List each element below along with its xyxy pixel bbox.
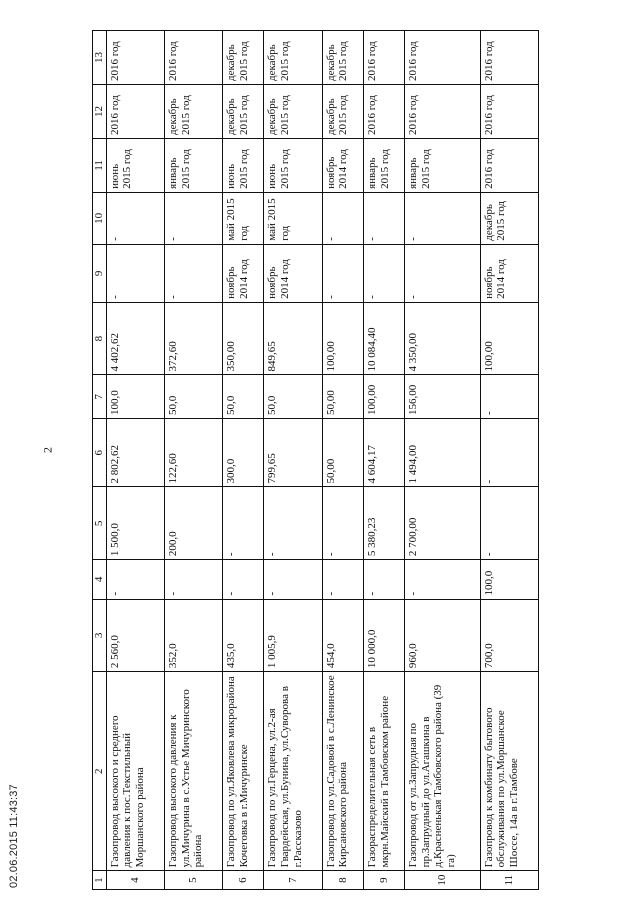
table-cell: 350,00 xyxy=(223,302,264,375)
table-cell: 1 500,0 xyxy=(106,487,164,560)
table-cell: 2016 год xyxy=(480,138,538,192)
table-cell: - xyxy=(322,560,363,599)
print-timestamp: 02.06.2015 11:43:37 xyxy=(8,784,20,888)
row-number: 11 xyxy=(480,871,538,890)
table-cell: 454,0 xyxy=(322,599,363,672)
table-cell: 50,00 xyxy=(322,419,363,487)
table-cell: июнь 2015 год xyxy=(223,138,264,192)
table-cell: 849,65 xyxy=(264,302,322,375)
table-cell: январь 2015 год xyxy=(164,138,222,192)
table-cell: - xyxy=(363,560,404,599)
table-cell: 50,0 xyxy=(164,375,222,419)
table-cell: 960,0 xyxy=(405,599,481,672)
table-cell: 2016 год xyxy=(164,31,222,85)
object-name-cell: Газопровод к комбинату бытового обслуживания по ул.Моршанское Шоссе, 14а в г.Тамбове xyxy=(480,672,538,871)
table-cell: 4 402,62 xyxy=(106,302,164,375)
table-header-row xyxy=(93,31,107,890)
table-row xyxy=(264,31,322,890)
table-cell: декабрь 2015 год xyxy=(322,31,363,85)
table-cell: - xyxy=(480,487,538,560)
column-number-header: 5 xyxy=(93,487,107,560)
table-cell: 4 604,17 xyxy=(363,419,404,487)
table-cell: - xyxy=(363,244,404,302)
table-cell: 1 005,9 xyxy=(264,599,322,672)
column-number-header: 6 xyxy=(93,419,107,487)
table-cell: май 2015 год xyxy=(223,192,264,244)
table-cell: 300,0 xyxy=(223,419,264,487)
table-cell: 50,0 xyxy=(264,375,322,419)
table-cell: май 2015 год xyxy=(264,192,322,244)
row-number: 7 xyxy=(264,871,322,890)
table-cell: - xyxy=(405,560,481,599)
row-number: 4 xyxy=(106,871,164,890)
table-cell: - xyxy=(480,419,538,487)
column-number-header: 1 xyxy=(93,871,107,890)
table-row xyxy=(405,31,481,890)
table-cell: 4 350,00 xyxy=(405,302,481,375)
table-cell: 435,0 xyxy=(223,599,264,672)
table-cell: 2016 год xyxy=(405,85,481,139)
table-cell: 10 000,0 xyxy=(363,599,404,672)
table-cell: 2016 год xyxy=(405,31,481,85)
row-number: 9 xyxy=(363,871,404,890)
page-number: 2 xyxy=(40,447,55,453)
column-number-header: 10 xyxy=(93,192,107,244)
table-row xyxy=(363,31,404,890)
table-cell: 5 380,23 xyxy=(363,487,404,560)
table-cell: - xyxy=(164,192,222,244)
table-cell: ноябрь 2014 год xyxy=(322,138,363,192)
column-number-header: 3 xyxy=(93,599,107,672)
table-cell: - xyxy=(223,487,264,560)
table-cell: - xyxy=(164,244,222,302)
table-cell: декабрь 2015 год xyxy=(480,192,538,244)
table-cell: - xyxy=(405,244,481,302)
column-number-header: 13 xyxy=(93,31,107,85)
table-cell: 200,0 xyxy=(164,487,222,560)
column-number-header: 4 xyxy=(93,560,107,599)
table-cell: 2016 год xyxy=(480,85,538,139)
table-cell: 2016 год xyxy=(480,31,538,85)
table-cell: 100,0 xyxy=(106,375,164,419)
table-cell: ноябрь 2014 год xyxy=(480,244,538,302)
table-cell: июнь 2015 год xyxy=(264,138,322,192)
table-cell: 700,0 xyxy=(480,599,538,672)
table-cell: 2 560,0 xyxy=(106,599,164,672)
table-cell: - xyxy=(106,244,164,302)
object-name-cell: Газопровод по ул.Садовой в с.Ленинское Кирсановского района xyxy=(322,672,363,871)
table-cell: - xyxy=(106,560,164,599)
object-name-cell: Газопровод по ул.Яковлева микрорайона Кочеговка в г.Мичуринске xyxy=(223,672,264,871)
row-number: 5 xyxy=(164,871,222,890)
table-cell: - xyxy=(322,244,363,302)
table-cell: 156,00 xyxy=(405,375,481,419)
table-cell: - xyxy=(164,560,222,599)
row-number: 6 xyxy=(223,871,264,890)
table-row xyxy=(164,31,222,890)
table-cell: 50,0 xyxy=(223,375,264,419)
table-cell: 2016 год xyxy=(363,85,404,139)
table-row xyxy=(106,31,164,890)
table-row xyxy=(322,31,363,890)
column-number-header: 9 xyxy=(93,244,107,302)
table-cell: декабрь 2015 год xyxy=(164,85,222,139)
table-cell: - xyxy=(405,192,481,244)
table-cell: - xyxy=(106,192,164,244)
table-cell: - xyxy=(264,560,322,599)
table-cell: декабрь 2015 год xyxy=(322,85,363,139)
table-cell: декабрь 2015 год xyxy=(264,31,322,85)
column-number-header: 12 xyxy=(93,85,107,139)
table-row xyxy=(223,31,264,890)
gas-pipeline-table xyxy=(92,30,539,890)
table-cell: 799,65 xyxy=(264,419,322,487)
table-cell: ноябрь 2014 год xyxy=(223,244,264,302)
object-name-cell: Газопровод высокого давления к ул.Мичурина в с.Устье Мичуринского района xyxy=(164,672,222,871)
object-name-cell: Газопровод по ул.Герцена, ул.2-ая Гвардейская, ул.Бунина, ул.Суворова в г.Рассказово xyxy=(264,672,322,871)
column-number-header: 7 xyxy=(93,375,107,419)
table-cell: 100,0 xyxy=(480,560,538,599)
table-cell: - xyxy=(480,375,538,419)
object-name-cell: Газопровод высокого и среднего давления к пос.Текстильный Моршанского района xyxy=(106,672,164,871)
table-cell: 2 802,62 xyxy=(106,419,164,487)
table-cell: 2016 год xyxy=(106,85,164,139)
table-cell: январь 2015 год xyxy=(363,138,404,192)
table-cell: 1 494,00 xyxy=(405,419,481,487)
table-cell: - xyxy=(223,560,264,599)
column-number-header: 8 xyxy=(93,302,107,375)
table-cell: - xyxy=(363,192,404,244)
table-cell: июнь 2015 год xyxy=(106,138,164,192)
table-cell: - xyxy=(322,487,363,560)
table-cell: декабрь 2015 год xyxy=(223,31,264,85)
table-cell: - xyxy=(264,487,322,560)
table-row xyxy=(480,31,538,890)
table-cell: январь 2015 год xyxy=(405,138,481,192)
table-cell: - xyxy=(322,192,363,244)
table-cell: 10 084,40 xyxy=(363,302,404,375)
row-number: 8 xyxy=(322,871,363,890)
table-cell: 122,60 xyxy=(164,419,222,487)
table-cell: 100,00 xyxy=(480,302,538,375)
object-name-cell: Газопровод от ул.Запрудная по пр.Запрудный до ул.Агашкина в д.Красненькая Тамбовского района (39 га) xyxy=(405,672,481,871)
table-cell: 352,0 xyxy=(164,599,222,672)
table-cell: 2 700,00 xyxy=(405,487,481,560)
table-cell: 372,60 xyxy=(164,302,222,375)
column-number-header: 11 xyxy=(93,138,107,192)
object-name-cell: Газораспределительная сеть в мкрн.Майский в Тамбовском районе xyxy=(363,672,404,871)
table-cell: 100,00 xyxy=(322,302,363,375)
row-number: 10 xyxy=(405,871,481,890)
table-cell: 2016 год xyxy=(363,31,404,85)
table-cell: декабрь 2015 год xyxy=(264,85,322,139)
table-cell: 50,00 xyxy=(322,375,363,419)
document-table-wrapper xyxy=(92,30,539,890)
table-cell: ноябрь 2014 год xyxy=(264,244,322,302)
column-number-header: 2 xyxy=(93,672,107,871)
table-cell: 2016 год xyxy=(106,31,164,85)
table-cell: декабрь 2015 год xyxy=(223,85,264,139)
table-cell: 100,00 xyxy=(363,375,404,419)
